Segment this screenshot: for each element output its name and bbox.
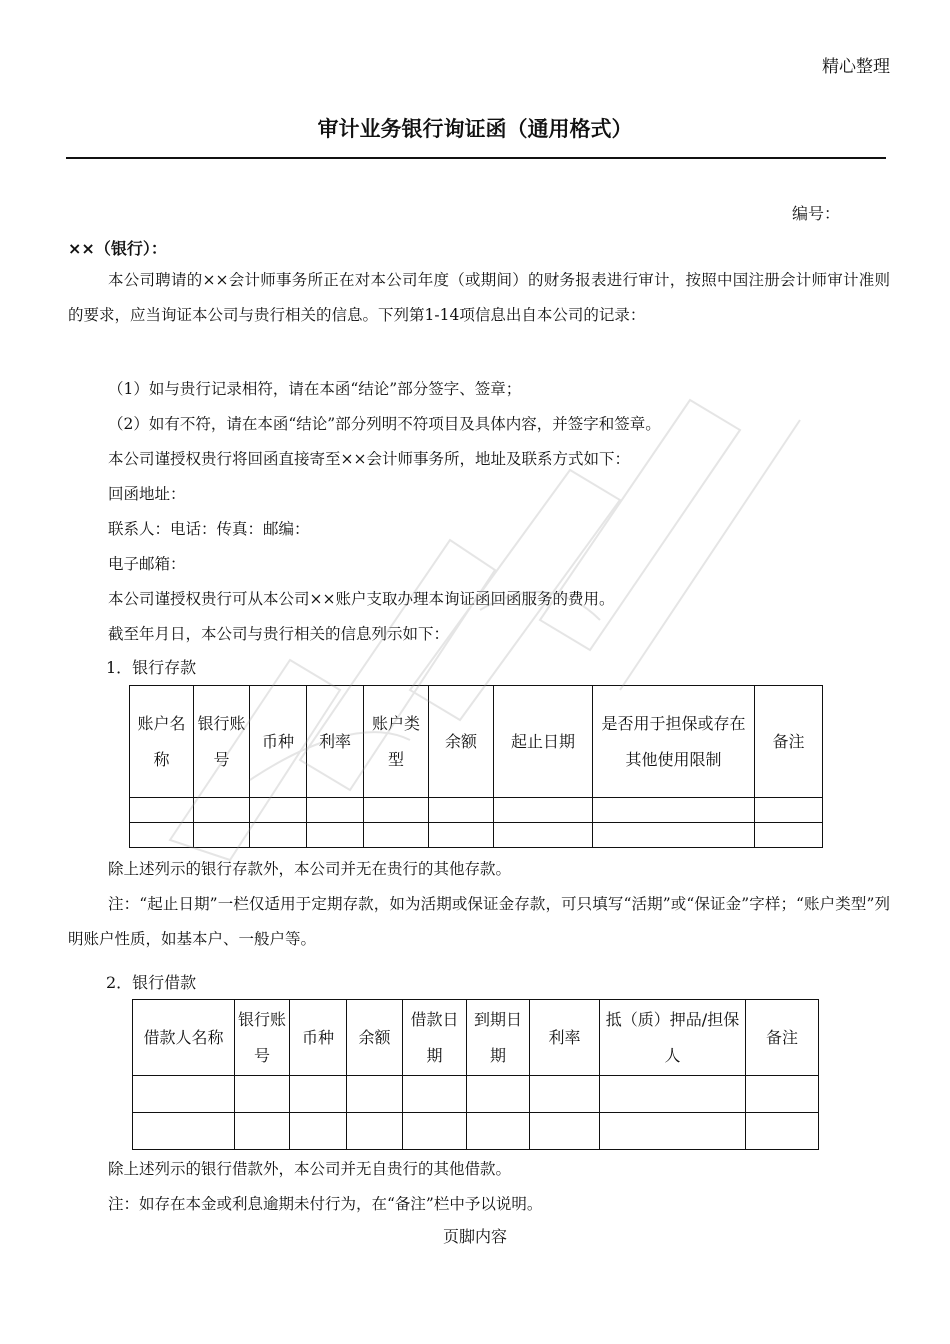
title-divider: [66, 157, 886, 159]
table-cell: [593, 798, 755, 823]
table-cell: [133, 1113, 235, 1150]
table-cell: [403, 1076, 467, 1113]
item-2: （2）如有不符，请在本函“结论”部分列明不符项目及具体内容，并签字和签章。: [108, 415, 661, 433]
table-cell: [467, 1076, 530, 1113]
deposits-heading: 1．银行存款: [106, 658, 197, 677]
table-cell: [403, 1113, 467, 1150]
item-1: （1）如与贵行记录相符，请在本函“结论”部分签字、签章；: [108, 380, 522, 398]
table-cell: [467, 1113, 530, 1150]
table-cell: [364, 798, 429, 823]
intro-paragraph: 本公司聘请的××会计师事务所正在对本公司年度（或期间）的财务报表进行审计，按照中国注册会计师审计准则的要求，应当询证本公司与贵行相关的信息。下列第1-14项信息出自本公司的记录：: [68, 271, 890, 324]
as-of-date: 截至年月日，本公司与贵行相关的信息列示如下：: [108, 625, 450, 643]
table-row: [133, 1113, 819, 1150]
deposits-note: 注：“起止日期”一栏仅适用于定期存款，如为活期或保证金存款，可只填写“活期”或“保证金”字样；“账户类型”列明账户性质，如基本户、一般户等。: [68, 895, 890, 948]
authorize-reply: 本公司谨授权贵行将回函直接寄至××会计师事务所，地址及联系方式如下：: [108, 450, 630, 468]
table-cell: [755, 823, 823, 848]
table-cell: [600, 1076, 746, 1113]
table-header-cell: 银行账号: [235, 1000, 290, 1076]
deposits-after-text: 除上述列示的银行存款外，本公司并无在贵行的其他存款。: [108, 860, 512, 878]
table-header-cell: 账户类型: [364, 686, 429, 798]
table-header-cell: 利率: [307, 686, 364, 798]
table-cell: [746, 1076, 819, 1113]
table-header-cell: 到期日期: [467, 1000, 530, 1076]
table-cell: [133, 1076, 235, 1113]
table-cell: [600, 1113, 746, 1150]
table-cell: [130, 798, 194, 823]
table-header-cell: 借款人名称: [133, 1000, 235, 1076]
document-title: 审计业务银行询证函（通用格式）: [317, 117, 633, 141]
table-cell: [530, 1076, 600, 1113]
table-cell: [235, 1076, 290, 1113]
table-cell: [347, 1113, 403, 1150]
table-header-cell: 余额: [347, 1000, 403, 1076]
table-cell: [250, 798, 307, 823]
table-cell: [530, 1113, 600, 1150]
loans-heading: 2．银行借款: [106, 973, 197, 992]
table-cell: [347, 1076, 403, 1113]
table-header-cell: 借款日期: [403, 1000, 467, 1076]
table-cell: [429, 823, 494, 848]
table-header-cell: 币种: [290, 1000, 347, 1076]
table-cell: [307, 823, 364, 848]
table-cell: [250, 823, 307, 848]
table-cell: [290, 1076, 347, 1113]
table-cell: [755, 798, 823, 823]
table-cell: [364, 823, 429, 848]
authorize-fee: 本公司谨授权贵行可从本公司××账户支取办理本询证函回函服务的费用。: [108, 590, 615, 608]
reply-address: 回函地址：: [108, 485, 186, 503]
serial-number-label: 编号：: [792, 204, 841, 223]
loans-note: 注：如存在本金或利息逾期未付行为，在“备注”栏中予以说明。: [108, 1195, 543, 1213]
table-header-cell: 抵（质）押品/担保人: [600, 1000, 746, 1076]
table-cell: [494, 798, 593, 823]
contact-line: 联系人：电话：传真：邮编：: [108, 520, 310, 538]
table-header-cell: 利率: [530, 1000, 600, 1076]
deposits-table: [129, 685, 823, 848]
table-cell: [307, 798, 364, 823]
table-row: [130, 798, 823, 823]
header-note: 精心整理: [822, 57, 890, 77]
table-header-cell: 起止日期: [494, 686, 593, 798]
table-cell: [429, 798, 494, 823]
table-header-cell: 备注: [746, 1000, 819, 1076]
table-cell: [746, 1113, 819, 1150]
table-cell: [494, 823, 593, 848]
loans-header-row: [133, 1000, 819, 1076]
email-line: 电子邮箱：: [108, 555, 186, 573]
table-cell: [130, 823, 194, 848]
loans-after-text: 除上述列示的银行借款外，本公司并无自贵行的其他借款。: [108, 1160, 512, 1178]
table-header-cell: 币种: [250, 686, 307, 798]
deposits-header-row: [130, 686, 823, 798]
table-row: [130, 823, 823, 848]
loans-table: [132, 999, 819, 1150]
table-header-cell: 账户名称: [130, 686, 194, 798]
table-header-cell: 是否用于担保或存在其他使用限制: [593, 686, 755, 798]
addressee: ××（银行）：: [68, 239, 167, 258]
table-header-cell: 余额: [429, 686, 494, 798]
table-cell: [194, 798, 250, 823]
table-cell: [235, 1113, 290, 1150]
table-cell: [194, 823, 250, 848]
table-row: [133, 1076, 819, 1113]
table-header-cell: 银行账号: [194, 686, 250, 798]
table-cell: [290, 1113, 347, 1150]
table-header-cell: 备注: [755, 686, 823, 798]
page-footer: 页脚内容: [442, 1227, 507, 1246]
table-cell: [593, 823, 755, 848]
